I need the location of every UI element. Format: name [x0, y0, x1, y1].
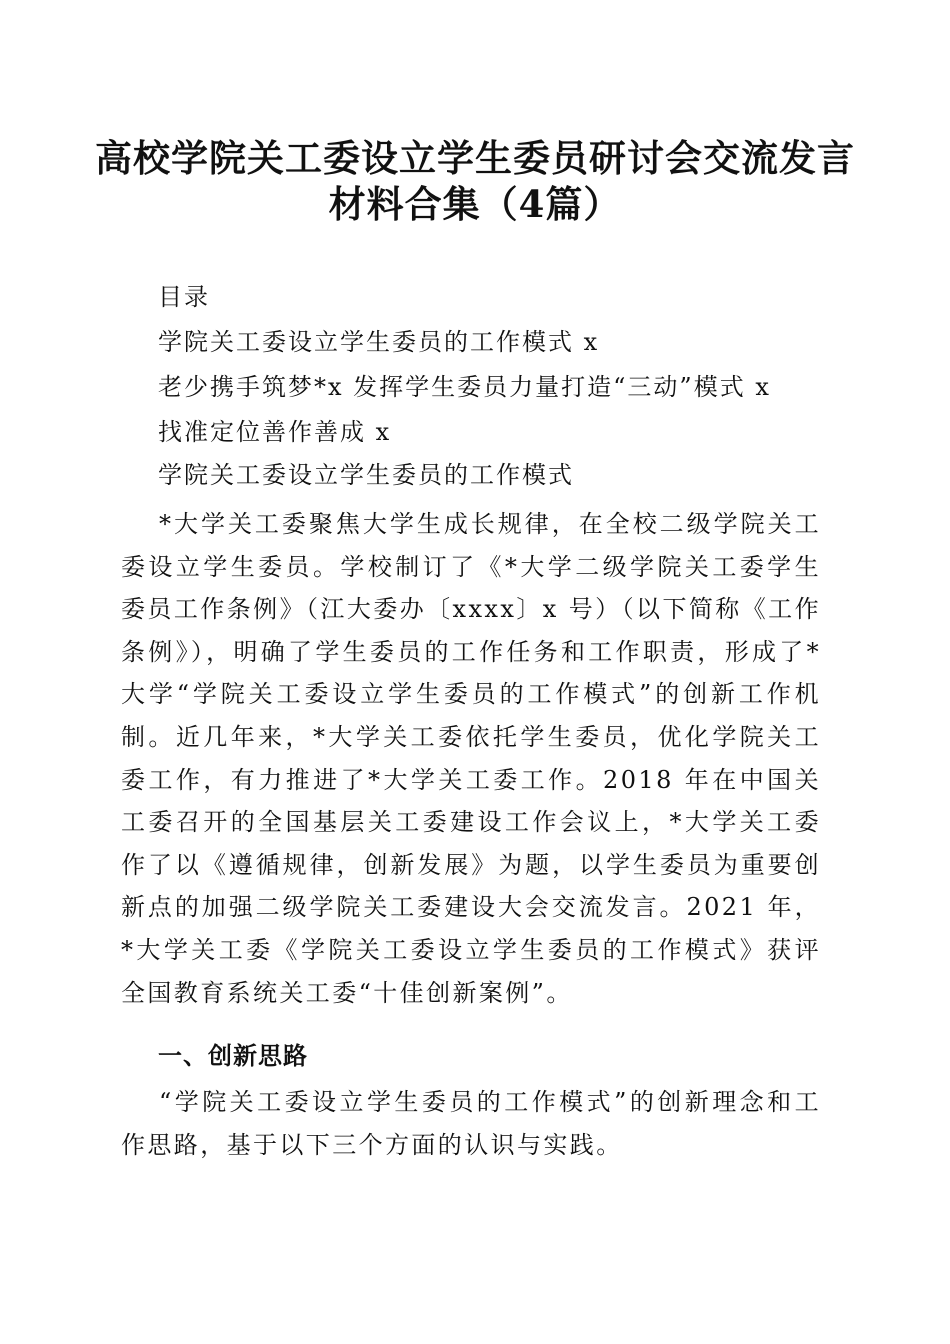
document-title-line2: 材料合集（4篇） — [328, 182, 622, 226]
toc-item-1: 学院关工委设立学生委员的工作模式 x — [158, 328, 600, 356]
body-paragraph-2: “学院关工委设立学生委员的工作模式”的创新理念和工作思路，基于以下三个方面的认识与实践。 — [121, 1088, 821, 1159]
article-title: 学院关工委设立学生委员的工作模式 — [158, 461, 574, 489]
body-paragraph-1: *大学关工委聚焦大学生成长规律，在全校二级学院关工委设立学生委员。学校制订了《*大学二级学院关工委学生委员工作条例》（江大委办〔xxxx〕x 号）（以下简称《工作条例》），明确了学生委员的工作任务和工作职责，形成了*大学“学院关工委设立学生委员的工作模式”的创新工作机制。近几年来，*大学关工委依托学生委员，优化学院关工委工作，有力推进了*大学关工委工作。2018 年在中国关工委召开的全国基层关工委建设工作会议上，*大学关工委作了以《遵循规律，创新发展》为题，以学生委员为重要创新点的加强二级学院关工委建设大会交流发言。2021 年，*大学关工委《学院关工委设立学生委员的工作模式》获评全国教育系统关工委“十佳创新案例”。 — [121, 510, 821, 1007]
section-heading-1: 一、创新思路 — [158, 1042, 308, 1070]
toc-item-3: 找准定位善作善成 x — [158, 418, 392, 446]
toc-item-2: 老少携手筑梦*x 发挥学生委员力量打造“三动”模式 x — [158, 373, 771, 401]
toc-label: 目录 — [158, 283, 210, 311]
document-title-line1: 高校学院关工委设立学生委员研讨会交流发言 — [95, 136, 855, 180]
